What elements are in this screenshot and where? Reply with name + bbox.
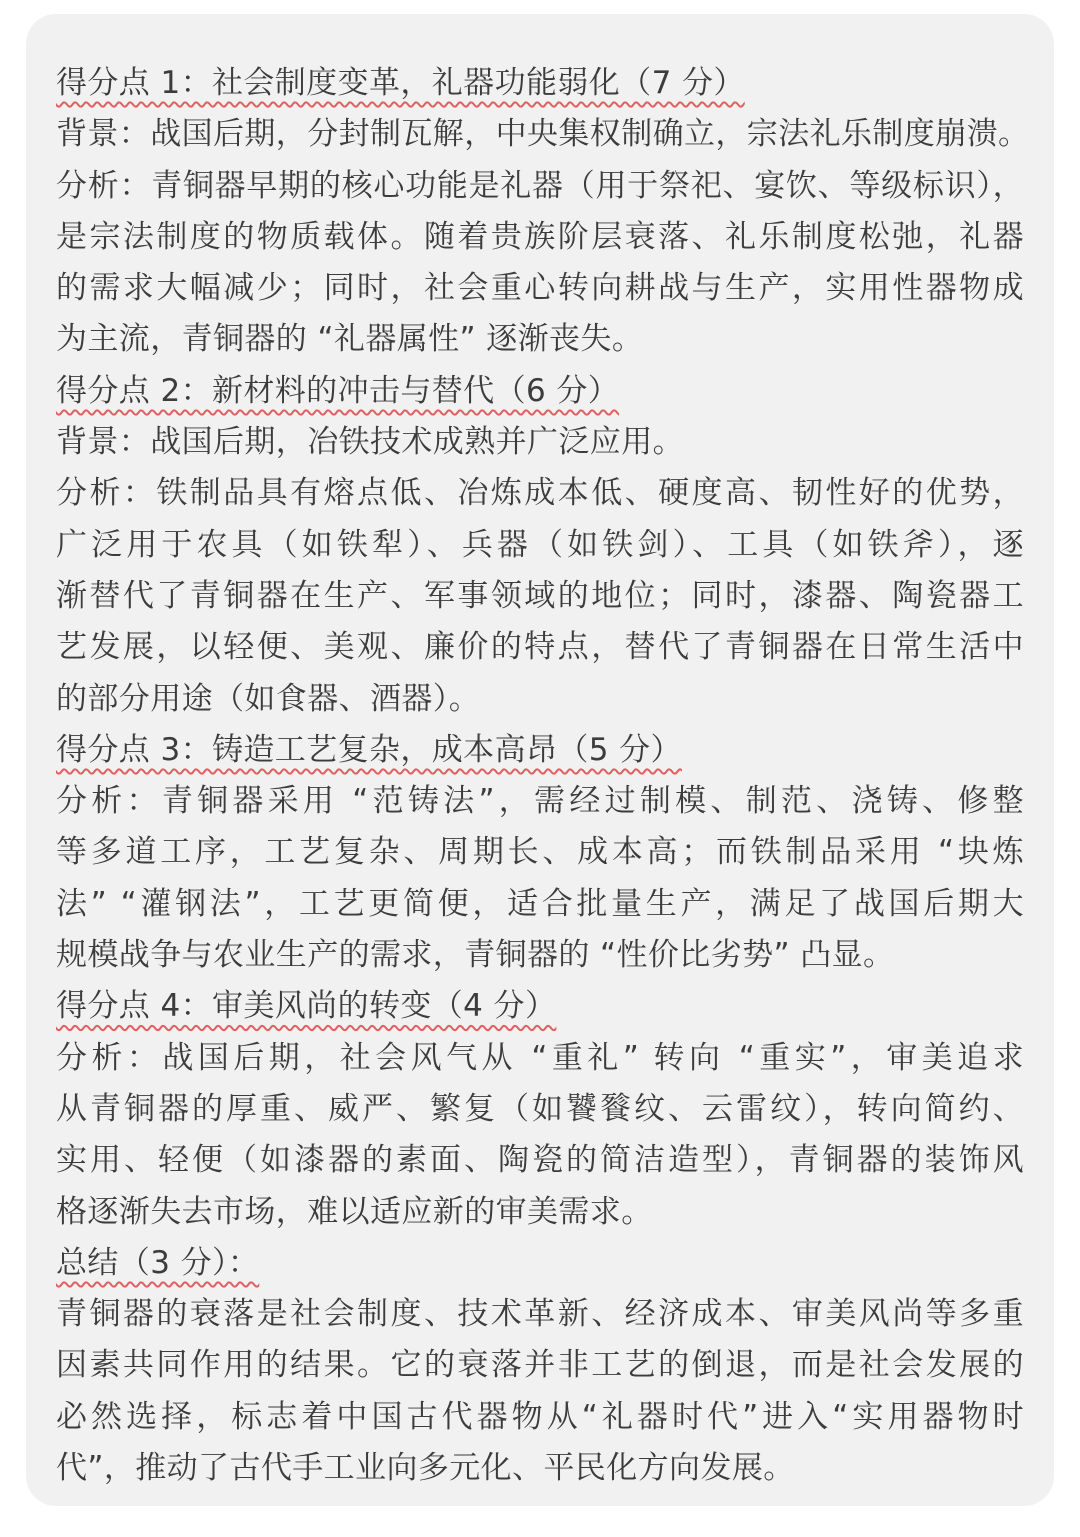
text-line: 必然选择，标志着中国古代器物从“礼器时代”进入“实用器物时 — [56, 1398, 1024, 1435]
text-line: 青铜器的衰落是社会制度、技术革新、经济成本、审美风尚等多重 — [56, 1296, 1024, 1333]
text-line: 的需求大幅减少；同时，社会重心转向耕战与生产，实用性器物成 — [56, 270, 1024, 307]
text-line: 分析：战国后期，社会风气从 “重礼” 转向 “重实”，审美追求 — [56, 1039, 1024, 1076]
text-line: 背景：战国后期，分封制瓦解，中央集权制确立，宗法礼乐制度崩溃。 — [56, 116, 1030, 153]
section-heading: 得分点 4：审美风尚的转变（4 分） — [56, 988, 557, 1025]
text-line: 为主流，青铜器的 “礼器属性” 逐渐丧失。 — [56, 321, 644, 358]
text-line: 背景：战国后期，冶铁技术成熟并广泛应用。 — [56, 424, 684, 461]
text-line: 分析：铁制品具有熔点低、冶炼成本低、硬度高、韧性好的优势， — [56, 475, 1024, 512]
text-line: 广泛用于农具（如铁犁）、兵器（如铁剑）、工具（如铁斧），逐 — [56, 526, 1024, 563]
text-line: 因素共同作用的结果。它的衰落并非工艺的倒退，而是社会发展的 — [56, 1347, 1024, 1384]
text-line: 等多道工序，工艺复杂、周期长、成本高；而铁制品采用 “块炼 — [56, 834, 1024, 871]
text-line: 分析：青铜器早期的核心功能是礼器（用于祭祀、宴饮、等级标识）， — [56, 167, 1024, 204]
text-line: 代”，推动了古代手工业向多元化、平民化方向发展。 — [56, 1450, 795, 1487]
summary-heading: 总结（3 分）： — [56, 1244, 260, 1281]
section-heading: 得分点 2：新材料的冲击与替代（6 分） — [56, 372, 620, 409]
text-line: 是宗法制度的物质载体。随着贵族阶层衰落、礼乐制度松弛，礼器 — [56, 218, 1024, 255]
text-line: 艺发展，以轻便、美观、廉价的特点，替代了青铜器在日常生活中 — [56, 629, 1024, 666]
text-line: 分析：青铜器采用 “范铸法”，需经过制模、制范、浇铸、修整 — [56, 783, 1024, 820]
text-line: 规模战争与农业生产的需求，青铜器的 “性价比劣势” 凸显。 — [56, 937, 895, 974]
text-line: 法” “灌钢法”，工艺更简便，适合批量生产，满足了战国后期大 — [56, 885, 1024, 922]
text-line: 从青铜器的厚重、威严、繁复（如饕餮纹、云雷纹），转向简约、 — [56, 1090, 1024, 1127]
section-heading: 得分点 1：社会制度变革，礼器功能弱化（7 分） — [56, 65, 745, 101]
text-line: 的部分用途（如食器、酒器）。 — [56, 680, 481, 717]
text-line: 实用、轻便（如漆器的素面、陶瓷的简洁造型），青铜器的装饰风 — [56, 1142, 1024, 1179]
answer-card — [26, 14, 1054, 1506]
text-line: 渐替代了青铜器在生产、军事领域的地位；同时，漆器、陶瓷器工 — [56, 577, 1024, 614]
section-heading: 得分点 3：铸造工艺复杂，成本高昂（5 分） — [56, 731, 682, 768]
text-line: 格逐渐失去市场，难以适应新的审美需求。 — [56, 1193, 653, 1230]
